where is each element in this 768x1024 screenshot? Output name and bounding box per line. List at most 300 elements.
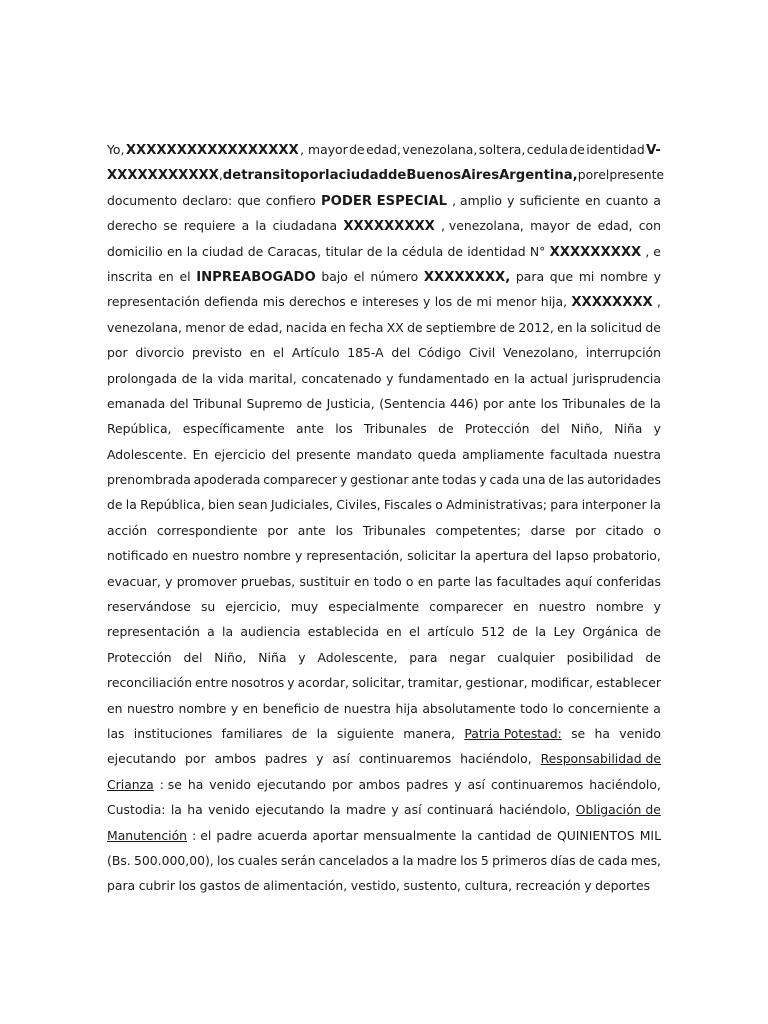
text-word: negar bbox=[449, 649, 486, 665]
bold-term: XXXXXXXXX bbox=[549, 244, 642, 260]
paragraph-line bbox=[107, 774, 661, 799]
text-word: comparecer bbox=[429, 599, 504, 615]
text-word: así bbox=[467, 776, 485, 792]
text-word: presente bbox=[296, 446, 351, 462]
paragraph-line bbox=[107, 342, 661, 367]
text-word: nuestra bbox=[613, 446, 661, 462]
text-word: padres bbox=[406, 776, 449, 792]
bold-term: Argentina, bbox=[499, 168, 578, 184]
bold-term: XXXXXXXXXXX bbox=[107, 168, 219, 184]
text-word: Niño, bbox=[570, 421, 603, 437]
text-word: serán bbox=[280, 852, 316, 868]
text-word: e bbox=[349, 294, 358, 310]
text-word: aquí bbox=[565, 573, 593, 589]
text-word: parte bbox=[437, 573, 471, 589]
text-word: beneficio bbox=[262, 700, 320, 716]
text-word: en bbox=[330, 319, 346, 335]
paragraph-line bbox=[107, 317, 661, 342]
text-word: ha bbox=[187, 802, 203, 818]
text-word: y bbox=[316, 751, 324, 767]
text-word: establecida bbox=[307, 624, 379, 640]
text-word: alimentación, bbox=[263, 878, 348, 894]
text-word: del bbox=[183, 649, 203, 665]
text-word: : el bbox=[192, 827, 212, 843]
paragraph-line bbox=[107, 494, 661, 519]
text-word: ante bbox=[411, 472, 440, 488]
text-word: presente bbox=[609, 167, 665, 183]
text-word: identidad bbox=[586, 142, 645, 157]
bold-term: Aires bbox=[461, 168, 500, 184]
text-word: la bbox=[201, 370, 214, 386]
text-word: por bbox=[483, 395, 504, 411]
bold-term: por bbox=[300, 168, 326, 184]
underlined-term: Patria Potestad: bbox=[464, 725, 562, 741]
text-word: continuará bbox=[426, 802, 494, 818]
text-word: del bbox=[532, 548, 552, 564]
text-word: de bbox=[569, 142, 585, 157]
text-word: de bbox=[645, 649, 661, 665]
text-word: para bbox=[107, 878, 136, 894]
text-word: cultura, bbox=[464, 878, 513, 894]
text-word: o bbox=[653, 522, 661, 538]
text-word: cubrir bbox=[138, 878, 175, 894]
text-word: cualquier bbox=[497, 649, 555, 665]
text-word: solicitar bbox=[407, 548, 456, 564]
text-word: para bbox=[550, 497, 579, 513]
text-word: nacida bbox=[285, 319, 328, 335]
text-word: aportar bbox=[312, 827, 359, 843]
text-word: número bbox=[370, 268, 419, 284]
text-word: Tribunales bbox=[362, 522, 426, 538]
text-word: Venezolano, bbox=[502, 345, 579, 361]
text-word: en bbox=[249, 345, 266, 361]
text-word: y bbox=[479, 472, 487, 488]
text-word: venezolana, bbox=[107, 319, 182, 335]
text-word: actual bbox=[529, 370, 568, 386]
text-word: en bbox=[242, 700, 259, 716]
text-word: (Sentencia bbox=[379, 395, 446, 411]
text-word: apoderada bbox=[193, 472, 261, 488]
text-word: ambos bbox=[358, 776, 401, 792]
text-word: ambos bbox=[214, 751, 257, 767]
text-word: ciudadana bbox=[272, 218, 338, 234]
text-word: por bbox=[331, 776, 353, 792]
text-word: cada bbox=[489, 472, 520, 488]
text-word: primeros bbox=[492, 852, 548, 868]
text-word: documento bbox=[107, 192, 178, 208]
text-word: modificar, bbox=[530, 675, 593, 691]
bold-term: INPREABOGADO bbox=[196, 269, 316, 285]
text-word: acción bbox=[107, 522, 148, 538]
text-word: de bbox=[107, 497, 123, 513]
text-word: mis bbox=[262, 294, 285, 310]
text-word: por bbox=[267, 522, 288, 538]
text-word: la bbox=[186, 243, 198, 259]
text-word: sustento, bbox=[403, 878, 461, 894]
text-word: derechos bbox=[289, 294, 346, 310]
text-word: ciudad bbox=[202, 243, 244, 259]
text-word: la bbox=[386, 243, 398, 259]
paragraph-line bbox=[107, 190, 661, 215]
text-word: pruebas, bbox=[240, 573, 296, 589]
text-word: acuerda bbox=[257, 827, 308, 843]
text-word: Artículo bbox=[291, 345, 340, 361]
text-word: mi bbox=[578, 268, 595, 284]
text-word: recreación bbox=[515, 878, 581, 894]
text-word: Adolescente, bbox=[317, 649, 398, 665]
text-word: solicitud bbox=[590, 319, 643, 335]
text-word: la bbox=[514, 370, 526, 386]
bold-term: la bbox=[325, 168, 339, 184]
text-word: mayor bbox=[530, 218, 570, 234]
paragraph-line bbox=[107, 241, 661, 266]
text-word: identidad bbox=[467, 243, 526, 259]
text-word: y bbox=[386, 370, 394, 386]
text-word: 500.000,00), bbox=[134, 852, 214, 868]
text-word: requiere bbox=[183, 218, 236, 234]
text-word: madre bbox=[346, 802, 386, 818]
text-word: fecha bbox=[349, 319, 384, 335]
text-word: interponer bbox=[581, 497, 647, 513]
text-word: específicamente bbox=[182, 421, 285, 437]
text-word: 446) bbox=[450, 395, 479, 411]
text-word: los bbox=[434, 294, 453, 310]
text-word: 512 bbox=[481, 624, 506, 640]
text-word: solicitar, bbox=[352, 675, 405, 691]
text-word: sean bbox=[238, 497, 268, 513]
text-word: y bbox=[423, 294, 431, 310]
text-word: nombre bbox=[178, 700, 227, 716]
text-word: apertura bbox=[475, 548, 529, 564]
text-word: cantidad bbox=[477, 827, 532, 843]
text-word: las bbox=[107, 725, 125, 741]
text-word: el bbox=[273, 345, 285, 361]
text-word: mes, bbox=[630, 852, 661, 868]
text-word: menor bbox=[496, 294, 537, 310]
paragraph-line bbox=[107, 596, 661, 621]
text-word: continuaremos bbox=[490, 776, 584, 792]
text-word: de bbox=[499, 319, 515, 335]
text-word: padre bbox=[216, 827, 253, 843]
text-word: suficiente bbox=[519, 192, 580, 208]
paragraph-line bbox=[107, 875, 661, 900]
text-word: ejercicio bbox=[214, 446, 266, 462]
text-word: el bbox=[179, 268, 191, 284]
text-word: cancelados bbox=[318, 852, 389, 868]
text-word: para bbox=[409, 649, 438, 665]
paragraph-line bbox=[107, 164, 665, 189]
text-word: en bbox=[354, 573, 370, 589]
text-word: la bbox=[170, 802, 182, 818]
text-word: y bbox=[454, 776, 462, 792]
paragraph-line bbox=[107, 545, 661, 570]
text-word: haciéndolo, bbox=[589, 776, 661, 792]
text-word: , bbox=[218, 167, 223, 183]
text-word: Orgánica bbox=[582, 624, 639, 640]
text-word: ampliamente bbox=[462, 446, 545, 462]
paragraph-line bbox=[107, 266, 661, 291]
text-word: la bbox=[461, 827, 473, 843]
text-word: Niña bbox=[258, 649, 287, 665]
text-word: N° bbox=[529, 243, 546, 259]
text-word: darse bbox=[530, 522, 566, 538]
paragraph-line bbox=[107, 368, 661, 393]
text-word: del bbox=[169, 395, 189, 411]
paragraph-line bbox=[107, 748, 661, 773]
text-word: derecho bbox=[107, 218, 158, 234]
text-word: XX bbox=[386, 319, 404, 335]
text-word: de bbox=[349, 142, 365, 157]
paragraph-line bbox=[107, 672, 661, 697]
text-word: la bbox=[649, 497, 661, 513]
text-word: Supremo bbox=[246, 395, 303, 411]
text-word: de bbox=[181, 370, 198, 386]
paragraph-line bbox=[107, 215, 661, 240]
text-word: y bbox=[653, 599, 661, 615]
text-word: y bbox=[298, 649, 306, 665]
underlined-term: Manutención bbox=[107, 827, 188, 843]
text-word: una bbox=[522, 472, 546, 488]
text-word: y bbox=[165, 573, 173, 589]
text-word: la bbox=[535, 624, 547, 640]
text-word: Fiscales bbox=[383, 497, 432, 513]
text-word: menor bbox=[185, 319, 226, 335]
text-word: la bbox=[649, 395, 661, 411]
text-word: 185-A bbox=[347, 345, 384, 361]
text-word: los bbox=[217, 852, 235, 868]
text-word: por bbox=[107, 345, 128, 361]
text-word: audiencia bbox=[240, 624, 301, 640]
bold-term: XXXXXXXX bbox=[571, 295, 653, 311]
paragraph-line bbox=[107, 291, 661, 316]
text-word: cédula bbox=[401, 243, 444, 259]
text-word: los bbox=[335, 522, 353, 538]
text-word: confiero bbox=[265, 192, 316, 208]
text-word: artículo bbox=[427, 624, 475, 640]
text-word: venido bbox=[619, 725, 661, 741]
text-word: venido bbox=[209, 776, 251, 792]
text-word: la bbox=[575, 319, 587, 335]
text-word: (Bs. bbox=[107, 852, 131, 868]
text-word: promover bbox=[176, 573, 237, 589]
text-word: que bbox=[237, 192, 261, 208]
text-word: Tribunal bbox=[193, 395, 242, 411]
text-word: de bbox=[456, 294, 473, 310]
paragraph-line bbox=[107, 571, 661, 596]
text-word: Tribunales bbox=[562, 395, 626, 411]
text-word: representación bbox=[107, 624, 200, 640]
text-word: Civil bbox=[468, 345, 496, 361]
text-word: queda bbox=[417, 446, 457, 462]
text-word: de bbox=[578, 852, 595, 868]
text-word: representación bbox=[107, 294, 200, 310]
text-word: : se bbox=[159, 776, 182, 792]
text-word: nosotros bbox=[231, 675, 285, 691]
paragraph-line bbox=[107, 825, 661, 850]
text-word: a bbox=[653, 192, 661, 208]
text-word: a bbox=[241, 218, 250, 234]
text-word: que bbox=[549, 268, 574, 284]
text-word: probatorio, bbox=[592, 548, 661, 564]
text-word: de bbox=[323, 700, 340, 716]
text-word: la bbox=[125, 497, 137, 513]
text-word: venezolana, bbox=[402, 142, 478, 157]
text-word: bien bbox=[207, 497, 235, 513]
text-word: del bbox=[271, 446, 291, 462]
text-word: inscrita bbox=[107, 268, 153, 284]
text-word: en bbox=[172, 548, 188, 564]
text-word: o bbox=[405, 573, 414, 589]
text-word: comparecer bbox=[263, 472, 338, 488]
text-word: Niña bbox=[614, 421, 643, 437]
text-word: ha bbox=[594, 725, 610, 741]
text-word: posibilidad bbox=[566, 649, 634, 665]
text-word: manera, bbox=[403, 725, 456, 741]
text-word: de bbox=[645, 319, 661, 335]
text-word: haciéndolo, bbox=[498, 802, 571, 818]
text-word: vestido, bbox=[350, 878, 400, 894]
text-word: ante bbox=[508, 395, 536, 411]
text-word: citado bbox=[605, 522, 644, 538]
text-word: Judiciales, bbox=[270, 497, 333, 513]
text-word: sustituir bbox=[299, 573, 350, 589]
text-word: deportes bbox=[595, 878, 651, 894]
text-word: Caracas, bbox=[267, 243, 322, 259]
text-word: mi bbox=[476, 294, 492, 310]
paragraph-line bbox=[107, 698, 661, 723]
text-word: , bbox=[657, 294, 661, 310]
text-word: de bbox=[366, 243, 383, 259]
text-word: previsto bbox=[192, 345, 242, 361]
text-word: ejecutando bbox=[107, 751, 177, 767]
text-word: todo bbox=[520, 700, 548, 716]
text-word: facultades bbox=[496, 573, 561, 589]
text-word: por bbox=[575, 522, 596, 538]
text-word: hija bbox=[395, 700, 418, 716]
text-word: lapso bbox=[555, 548, 589, 564]
text-word: ejercicio, bbox=[225, 599, 281, 615]
text-word: defienda bbox=[204, 294, 259, 310]
bold-term: XXXXXXXX, bbox=[423, 269, 511, 285]
text-word: de bbox=[645, 624, 661, 640]
text-word: en bbox=[166, 243, 183, 259]
paragraph-line bbox=[107, 723, 661, 748]
bold-term: PODER ESPECIAL bbox=[321, 193, 447, 209]
text-word: su bbox=[200, 599, 216, 615]
bold-term: de bbox=[222, 168, 242, 184]
text-word: tramitar, bbox=[407, 675, 463, 691]
text-word: notificado bbox=[107, 548, 169, 564]
paragraph-line bbox=[107, 520, 661, 545]
text-word: Tribunales bbox=[363, 421, 427, 437]
text-word: Adolescente. bbox=[107, 446, 187, 462]
text-word: nuestra bbox=[343, 700, 392, 716]
text-word: especialmente bbox=[328, 599, 420, 615]
text-word: madre bbox=[416, 852, 457, 868]
paragraph-line bbox=[107, 799, 661, 824]
bold-term: Buenos bbox=[406, 168, 462, 184]
paragraph-line bbox=[107, 469, 661, 494]
text-word: 5 bbox=[480, 852, 489, 868]
text-word: nombre bbox=[600, 268, 648, 284]
text-word: autoridades bbox=[587, 472, 661, 488]
text-word: el bbox=[409, 624, 421, 640]
text-word: y bbox=[230, 700, 239, 716]
text-word: , e bbox=[645, 243, 661, 259]
text-word: en bbox=[417, 573, 434, 589]
paragraph-line bbox=[107, 418, 661, 443]
text-word: Niño, bbox=[214, 649, 247, 665]
text-word: para bbox=[515, 268, 545, 284]
text-word: nuestro bbox=[191, 548, 240, 564]
paragraph-line bbox=[107, 621, 661, 646]
underlined-term: Obligación de bbox=[575, 802, 661, 818]
text-word: familiares bbox=[221, 725, 283, 741]
text-word: haciéndolo, bbox=[460, 751, 532, 767]
text-word: del bbox=[540, 421, 560, 437]
bold-term: de bbox=[387, 168, 407, 184]
text-word: septiembre bbox=[425, 319, 497, 335]
text-word: la bbox=[316, 725, 328, 741]
text-word: del bbox=[391, 345, 411, 361]
paragraph-line bbox=[107, 139, 661, 164]
text-word: y bbox=[287, 675, 295, 691]
text-word: la bbox=[402, 852, 414, 868]
text-word: cada bbox=[597, 852, 628, 868]
text-word: de bbox=[228, 319, 245, 335]
text-word: prenombrada bbox=[107, 472, 191, 488]
text-word: se bbox=[571, 725, 586, 741]
text-word: a bbox=[653, 700, 661, 716]
text-word: correspondiente bbox=[156, 522, 258, 538]
text-word: marital, bbox=[248, 370, 297, 386]
text-word: de bbox=[247, 243, 264, 259]
text-word: el bbox=[353, 268, 365, 284]
text-word: En bbox=[192, 446, 209, 462]
text-word: Yo, bbox=[107, 142, 125, 157]
text-word: en bbox=[557, 319, 573, 335]
text-word: Custodia: bbox=[107, 802, 166, 818]
text-word: las bbox=[566, 472, 585, 488]
text-word: siguiente bbox=[336, 725, 394, 741]
text-word: edad, bbox=[247, 319, 283, 335]
text-word: por bbox=[185, 751, 206, 767]
text-word: en bbox=[585, 192, 601, 208]
text-word: bajo bbox=[321, 268, 348, 284]
bold-term: XXXXXXXXX bbox=[343, 219, 435, 235]
text-word: en bbox=[158, 268, 174, 284]
text-word: absolutamente bbox=[422, 700, 516, 716]
text-word: Protección bbox=[107, 649, 172, 665]
text-word: República, bbox=[107, 421, 172, 437]
text-word: los bbox=[178, 878, 196, 894]
text-word: nombre bbox=[243, 548, 291, 564]
text-word: nuestro bbox=[126, 700, 175, 716]
text-word: en bbox=[513, 599, 529, 615]
text-word: y bbox=[653, 268, 661, 284]
text-word: gestionar, bbox=[465, 675, 528, 691]
text-word: y bbox=[294, 548, 303, 564]
text-word: ante bbox=[297, 522, 326, 538]
text-word: Justicia, bbox=[326, 395, 375, 411]
text-word: representación, bbox=[306, 548, 404, 564]
text-word: y bbox=[584, 878, 592, 894]
text-word: así bbox=[332, 751, 350, 767]
text-word: días bbox=[550, 852, 576, 868]
bold-term: V- bbox=[646, 143, 661, 158]
text-word: las bbox=[474, 573, 493, 589]
text-word: todas bbox=[442, 472, 477, 488]
